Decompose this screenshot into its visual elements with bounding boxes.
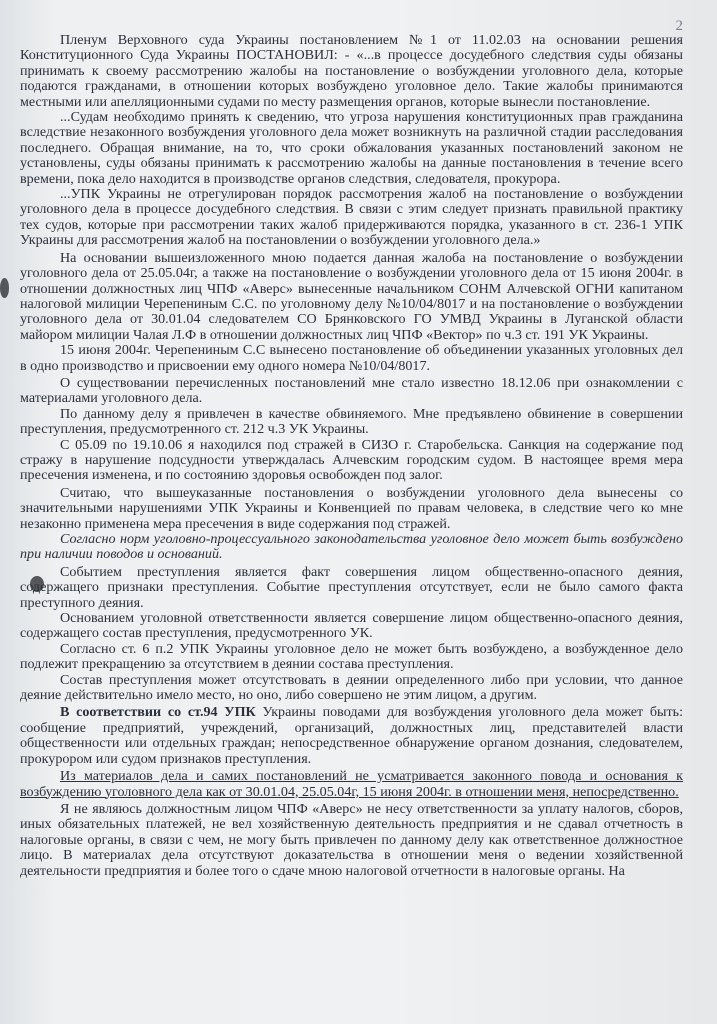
punch-hole-mark (0, 278, 9, 298)
paragraph: Событием преступления является факт совершения лицом общественно-опасного деяния, содержащего признаки преступления. Событие преступления отсутствует, если не было самого факта преступного деяния. (20, 563, 683, 611)
paragraph: ...УПК Украины не отрегулирован порядок рассмотрения жалоб на постановление о возбуждении уголовного дела в процессе досудебного следствия. В связи с этим следует признать правильной практику тех судов, которые при рассмотрении таких жалоб придерживаются порядка, указанного в ст. 236-1 УПК Украины для рассмотрения жалоб на постановлении о возбуждении уголовного дела.» (20, 186, 683, 249)
paragraph (20, 705, 683, 767)
paragraph: О существовании перечисленных постановлений мне стало известно 18.12.06 при ознакомлении с материалами уголовного дела. (20, 374, 683, 407)
page-number: 2 (675, 18, 683, 34)
paragraph: 15 июня 2004г. Черепениным С.С вынесено постановление об объединении указанных уголовных дел в одно производство и присвоении ему одного номера №10/04/8017. (20, 342, 683, 374)
paragraph: Основанием уголовной ответственности является совершение лицом общественно-опасного деяния, содержащего состав преступления, предусмотренного УК. (20, 610, 683, 642)
paragraph: Считаю, что вышеуказанные постановления о возбуждении уголовного дела вынесены со значительными нарушениями УПК Украины и Конвенцией по правам человека, в следствие чего ко мне незаконно применена мера пресечения в виде содержания под стражей. (20, 484, 683, 532)
paragraph: Я не являюсь должностным лицом ЧПФ «Аверс» не несу ответственности за уплату налогов, сборов, иных обязательных платежей, не вел хозяйственную деятельность предприятия и не сдавал отчетность в налоговые органы, в связи с чем, не могу быть привлечен по данному делу как ответственное должностное лицо. В материалах дела отсутствуют доказательства в отношении меня о ведении хозяйственной деятельности предприятия и более того о сдаче мною налоговой отчетности в налоговые органы. На (20, 800, 683, 879)
paragraph: С 05.09 по 19.10.06 я находился под стражей в СИЗО г. Старобельска. Санкция на содержание под стражу в нарушение подсудности утверждалась Алчевским городским судом. В настоящее время мера пресечения изменена, и по состоянию здоровья освобожден под залог. (20, 436, 683, 484)
paragraph-underlined: Из материалов дела и самих постановлений не усматривается законного повода и основания к возбуждению уголовного дела как от 30.01.04, 25.05.04г, 15 июня 2004г. в отношении меня, непосредственно. (20, 768, 683, 800)
paragraph-rest: Украины поводами для возбуждения уголовного дела может быть: сообщение предприятий, учреждений, организаций, должностных лиц, представителей власти общественности или отдельных граждан; непосредственное обнаружение органом дознания, следователем, прокурором или судом признаков преступления. (20, 704, 684, 767)
paragraph: По данному делу я привлечен в качестве обвиняемого. Мне предъявлено обвинение в совершении преступления, предусмотренного ст. 212 ч.3 УК Украины. (20, 405, 683, 438)
paragraph: Пленум Верховного суда Украины постановлением №1 от 11.02.03 на основании решения Конституционного Суда Украины ПОСТАНОВИЛ: - «...в процессе досудебного следствия суды обязаны принимать к своему рассмотрению жалобы на постановление о возбуждении уголовного дела, которые подаются гражданами, в отношении которых возбуждено уголовное дело. Такие жалобы принимаются местными или апелляционными судами по месту размещения органов, которые вынесли постановление. (20, 32, 683, 110)
document-body (20, 33, 683, 879)
paragraph-italic: Согласно норм уголовно-процессуального законодательства уголовное дело может быть возбуждено при наличии поводов и оснований. (20, 531, 683, 563)
paragraph: ...Судам необходимо принять к сведению, что угроза нарушения конституционных прав гражданина вследствие незаконного возбуждения уголовного дела может возникнуть на различной стадии расследования последнего. Обращая внимание, на то, что сроки обжалования указанных постановлений законом не установлены, суды обязаны принимать к рассмотрению жалобы на данные постановления в течение всего времени, пока дело находится в производстве органов следствия, следователя, прокурора. (20, 109, 683, 187)
paragraph: На основании вышеизложенного мною подается данная жалоба на постановление о возбуждении уголовного дела от 25.05.04г, а также на постановление о возбуждении уголовного дела от 15 июня 2004г. в отношении должностных лиц ЧПФ «Аверс» вынесенные начальником СОНМ Алчевской ОГНИ капитаном налоговой милиции Черепениным С.С. по уголовному делу №10/04/8017 и на постановление о возбуждении уголовного дела от 30.01.04 следователем СО Брянковского ГО УМВД Украины в Луганской области майором милиции Чалая Л.Ф в отношении должностных лиц ЧПФ «Вектор» по ч.3 ст. 191 УК Украины. (20, 249, 683, 343)
paragraph: Согласно ст. 6 п.2 УПК Украины уголовное дело не может быть возбуждено, а возбужденное дело подлежит прекращению за отсутствием в деянии состава преступления. (20, 640, 683, 673)
paragraph: Состав преступления может отсутствовать в деянии определенного либо при условии, что данное деяние действительно имело место, но оно, либо совершено не этим лицом, а другим. (20, 671, 683, 704)
paragraph-lead-bold: В соответствии со ст.94 УПК (60, 704, 256, 721)
